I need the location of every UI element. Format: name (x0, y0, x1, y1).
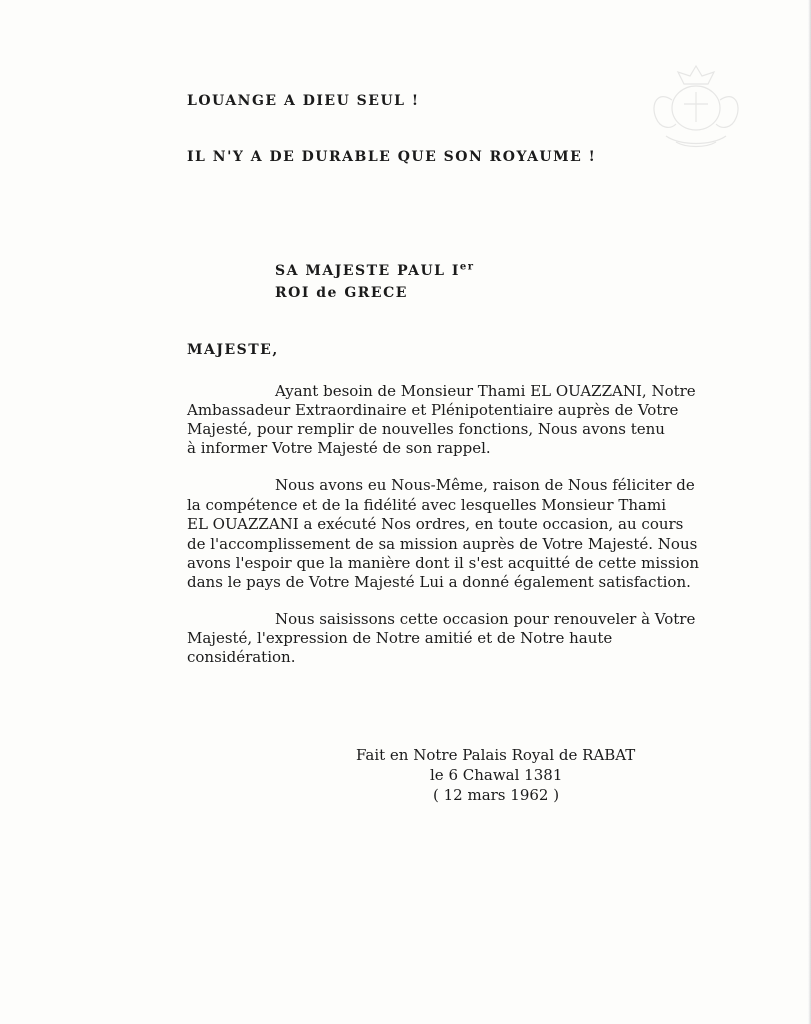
embossed-royal-seal-icon (636, 60, 756, 152)
addressee-name: SA MAJESTE PAUL Ier (275, 261, 475, 279)
closing-place: Fait en Notre Palais Royal de RABAT (356, 746, 636, 764)
paragraph-line: considération. (187, 648, 296, 666)
closing-gregorian-date: ( 12 mars 1962 ) (433, 786, 560, 804)
header-motto: IL N'Y A DE DURABLE QUE SON ROYAUME ! (187, 149, 597, 165)
paragraph-line: Majesté, l'expression de Notre amitié et de Notre haute (187, 629, 613, 647)
paragraph-line: dans le pays de Votre Majesté Lui a donné également satisfaction. (187, 573, 691, 591)
paragraph-line: Majesté, pour remplir de nouvelles fonctions, Nous avons tenu (187, 420, 665, 438)
closing-hijri-date: le 6 Chawal 1381 (430, 766, 563, 784)
paragraph-line: avons l'espoir que la manière dont il s'est acquitté de cette mission (187, 554, 700, 572)
paragraph-line: Nous avons eu Nous-Même, raison de Nous féliciter de (275, 476, 695, 494)
paragraph-line: Nous saisissons cette occasion pour renouveler à Votre (275, 610, 696, 628)
paragraph-line: EL OUAZZANI a exécuté Nos ordres, en toute occasion, au cours (187, 515, 684, 533)
paragraph-line: Ambassadeur Extraordinaire et Plénipotentiaire auprès de Votre (187, 401, 679, 419)
paragraph-line: Ayant besoin de Monsieur Thami EL OUAZZANI, Notre (275, 382, 696, 400)
header-invocation: LOUANGE A DIEU SEUL ! (187, 93, 420, 109)
salutation: MAJESTE, (187, 342, 279, 358)
addressee-title: ROI de GRECE (275, 285, 408, 301)
paragraph-line: la compétence et de la fidélité avec lesquelles Monsieur Thami (187, 496, 666, 514)
paragraph-line: de l'accomplissement de sa mission auprès de Votre Majesté. Nous (187, 535, 698, 553)
paragraph-line: à informer Votre Majesté de son rappel. (187, 439, 491, 457)
